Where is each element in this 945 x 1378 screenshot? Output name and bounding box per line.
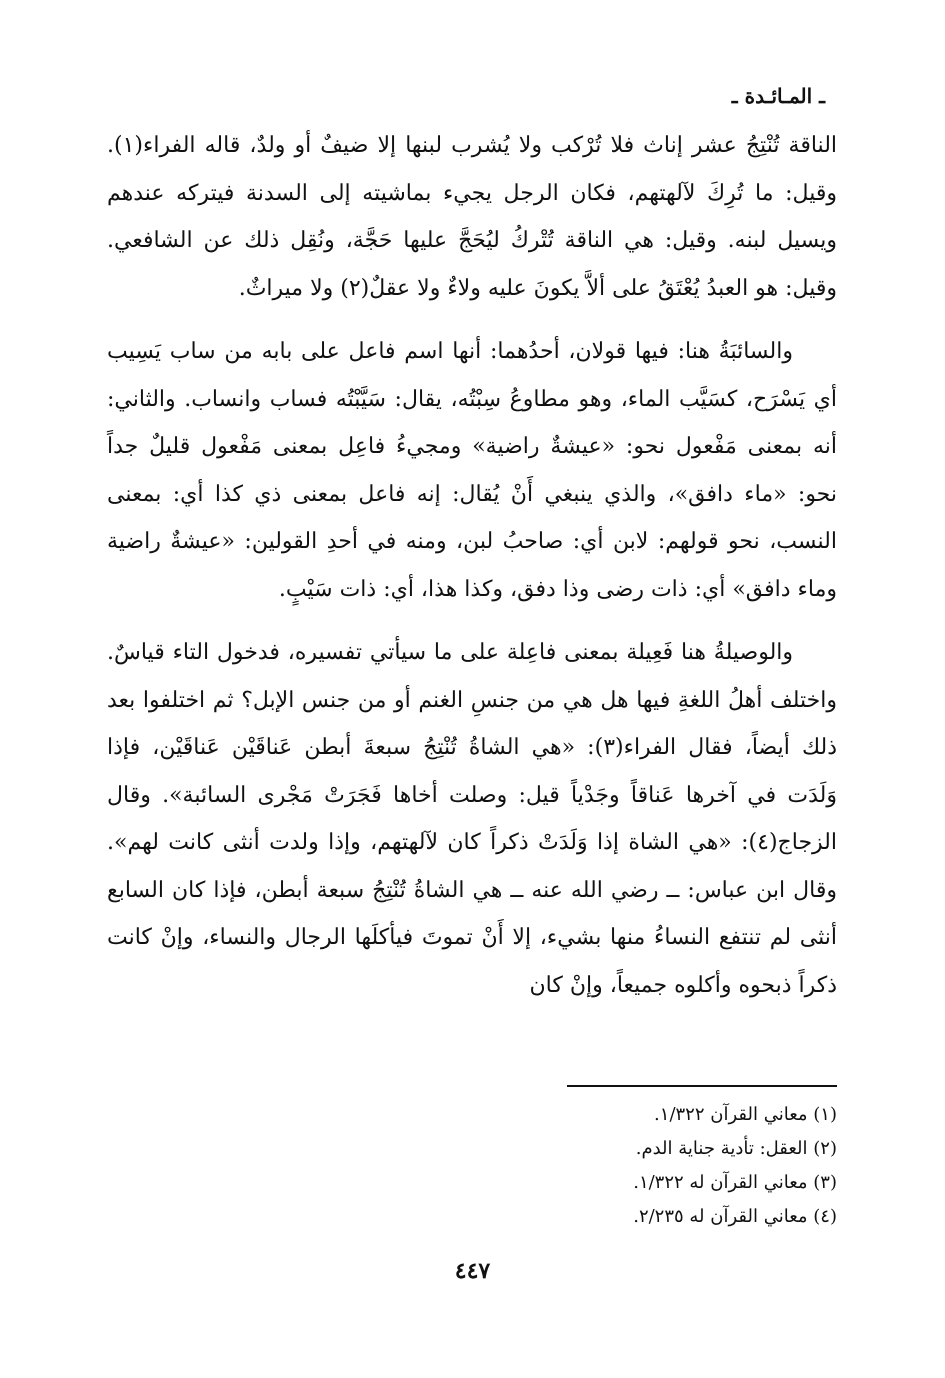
text-line: ثم اختلفوا بعد ذلك أيضاً، فقال الفراء(٣): «هي الشاةُ تُنْتِجُ سبعةَ أبطن [107, 687, 838, 760]
footnotes [417, 1098, 837, 1234]
text-line: قياسٌ. واختلف أهلُ اللغةِ فيها هل هي من جنسِ الغنم أو من جنس الإبل؟ [107, 640, 838, 713]
paragraph-2 [107, 328, 837, 613]
text-line: مَجْرى السائبة». وقال الزجاج(٤): «هي الشاة إذا وَلَدَتْ ذكراً كان لآلهتهم، [107, 782, 837, 855]
text-line: والسائبَةُ هنا: فيها قولان، أحدُهما: أنها اسم فاعل على بابه من ساب [169, 339, 793, 364]
page-number: ٤٤٧ [454, 1258, 491, 1284]
text-line: وانساب. والثاني: أنه بمعنى مَفْعول نحو: «عيشةٌ راضية» ومجيءُ فاعِل [107, 386, 837, 459]
text-line: عَناقَيْن عَناقَيْن، فإذا وَلَدَت في آخرها عَناقاً وجَدْياً قيل: وصلت أخاها فَجَرَتْ [107, 735, 837, 808]
text-line: يَسِيب أي يَسْرَح، كسَيَّب الماء، وهو مطاوعُ سِبْتُه، يقال: سَيَّبْتُه فساب [107, 339, 837, 412]
text-line: بمعنى ذي كذا أي: بمعنى النسب، نحو قولهم: لابن أي: صاحبُ لبن، ومنه [107, 481, 837, 554]
footnote-4: (٤) معاني القرآن له ٢/٢٣٥. [633, 1206, 837, 1227]
text-line: ذلك عن الشافعي. وقيل: هو العبدُ يُعْتَقُ على ألاَّ يكونَ عليه ولاءٌ ولا عقلٌ(٢) [107, 228, 837, 301]
text-line: وإذا ولدت أنثى كانت لهم». وقال ابن عباس: ــ رضي الله عنه ــ هي الشاةُ [107, 830, 837, 903]
text-line: هذا، أي: ذات سَيْبٍ. [278, 576, 458, 602]
paragraph-3 [107, 629, 837, 1009]
footnote-1: (١) معاني القرآن ١/٣٢٢. [654, 1104, 837, 1125]
text-line: تموتَ فيأكلَها الرجال والنساء، وإنْ كانت ذكراً ذبحوه وأكلوه جميعاً، وإنْ كان [107, 925, 837, 998]
running-header: ـ المـائـدة ـ [731, 84, 825, 108]
text-line: ولا ميراثٌ. [238, 275, 334, 301]
text-line: في أحدِ القولين: «عيشةٌ راضية وماء دافق» أي: ذات رضى وذا دفق، وكذا [107, 529, 837, 602]
footnote-2: (٢) العقل: تأدية جناية الدم. [635, 1138, 837, 1159]
text-line: الناقة تُنْتِجُ عشر إناث فلا تُرْكب ولا يُشرب لبنها إلا ضيفٌ أو ولدٌ، قاله [204, 133, 838, 158]
text-line: فيتركه عندهم ويسيل لبنه. وقيل: هي الناقة تُتْركُ ليُحَجَّ عليها حَجَّة، ونُقِل [107, 180, 837, 253]
text-line: بمعنى مَفْعول قليلٌ جداً نحو: «ماء دافق»، والذي ينبغي أَنْ يُقال: إنه فاعل [107, 434, 838, 507]
footnote-3: (٣) معاني القرآن له ١/٣٢٢. [633, 1172, 837, 1193]
text-line: والوصيلةُ هنا فَعِيلة بمعنى فاعِلة على ما سيأتي تفسيره، فدخول التاء [172, 640, 794, 665]
main-text [107, 122, 837, 1009]
text-line: الفراء(١). وقيل: ما تُرِكَ لآلهتهم، فكان الرجل يجيء بماشيته إلى السدنة [107, 133, 837, 206]
text-line: تُنْتِجُ سبعة أبطن، فإذا كان السابع أنثى لم تنتفع النساءُ منها بشيء، إلا أَنْ [107, 877, 837, 950]
footnote-divider [567, 1085, 837, 1087]
paragraph-1 [107, 122, 837, 312]
